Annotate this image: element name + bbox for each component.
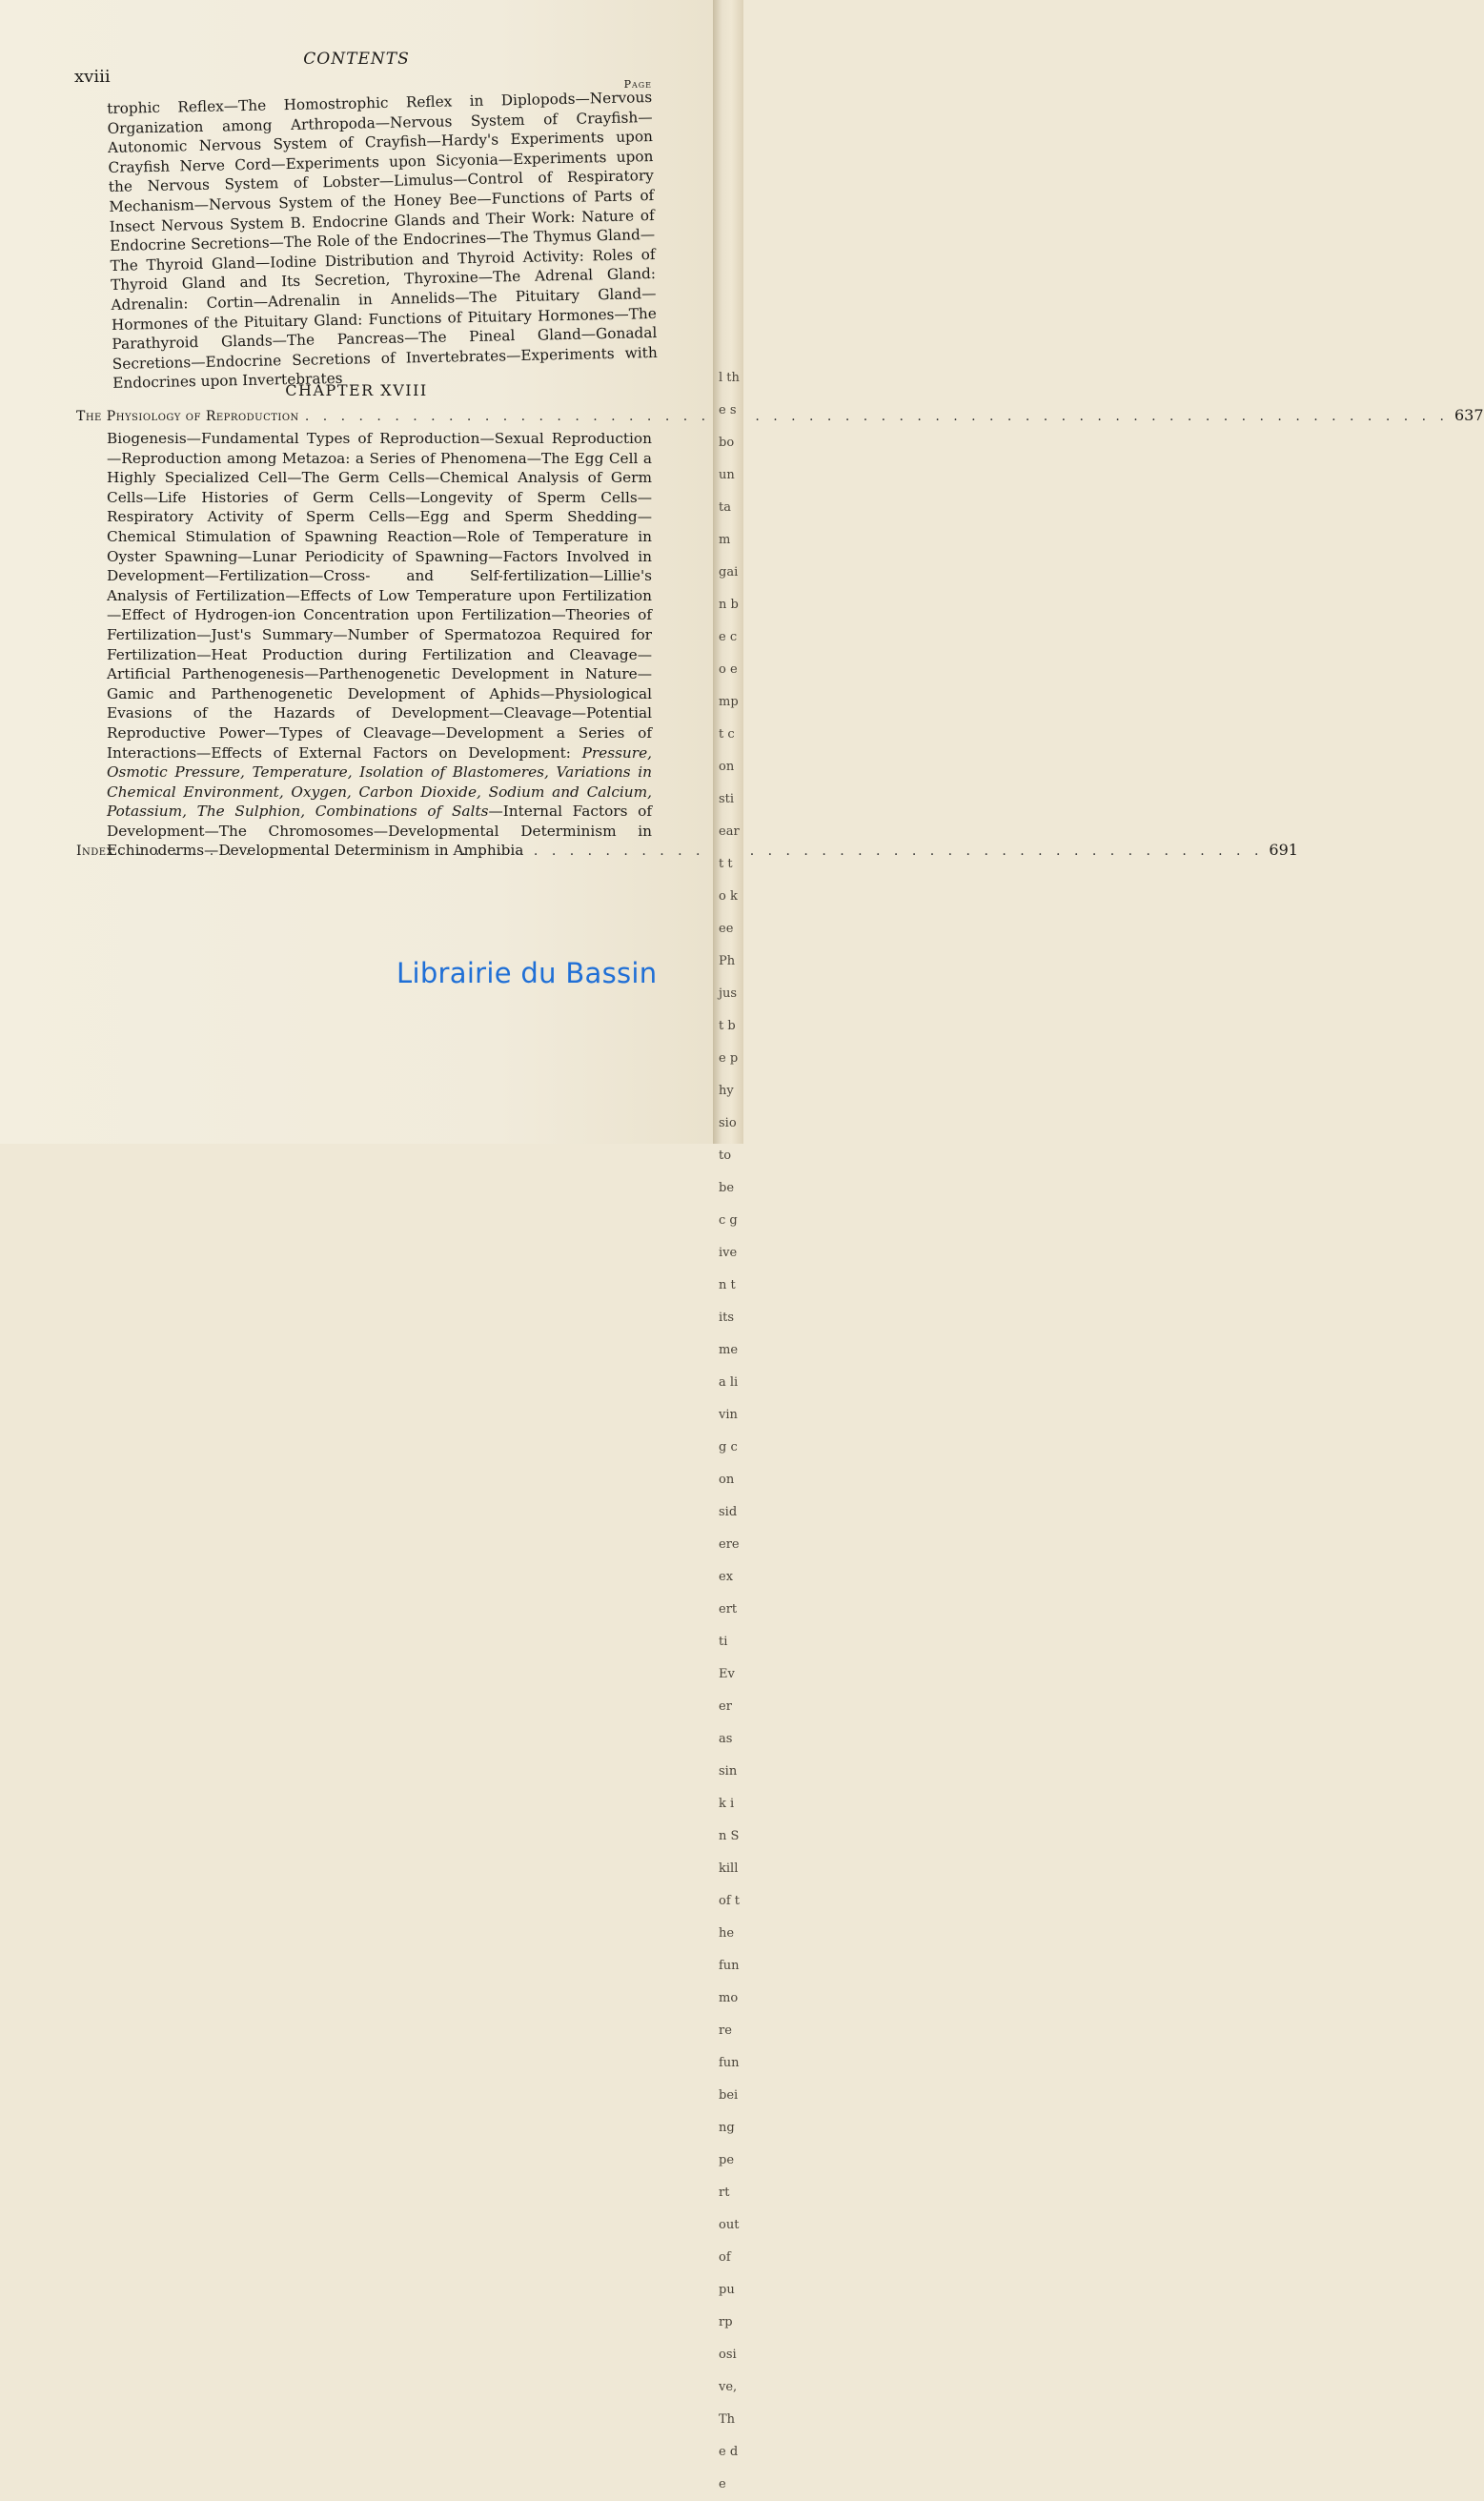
toc-entry-title: The Physiology of Reproduction [76, 409, 299, 424]
toc-entry-index [76, 841, 1298, 859]
book-page [0, 0, 1484, 1144]
section-summary-text: trophic Reflex—The Homostrophic Reflex in Diplopods—Nervous Organization among Arthropoda—Nervous System of Crayfish—Autonomic Nervous System of Crayfish—Hardy's Experiments upon Crayfish Nerve Cord—Experiments upon Sicyonia—Experiments upon the Nervous System of Lobster—Limulus—Control of Respiratory Mechanism—Nervous System of the Honey Bee—Functions of Parts of Insect Nervous System B. Endocrine Glands and Their Work: Nature of Endocrine Secretions—The Role of the Endocrines—The Thymus Gland—The Thyroid Gland—Iodine Distribution and Thyroid Activity: Roles of Thyroid Gland and Its Secretion, Thyroxine—The Adrenal Gland: Adrenalin: Cortin—Adrenalin in Annelids—The Pituitary Gland—Hormones of the Pituitary Gland: Functions of Pituitary Hormones—The Parathyroid Glands—The Pancreas—The Pineal Gland—Gonadal Secretions—Endocrine Secretions of Invertebrates—Experiments with Endocrines upon Invertebrates [107, 89, 658, 393]
dot-leader [305, 409, 1449, 424]
dot-leader [119, 844, 1263, 859]
chapter-summary-italic: Pressure, Osmotic Pressure, Temperature, Isolation of Blastomeres, Variations in Chemical Environment, Oxygen, Carbon Dioxide, Sodium and Calcium, Potassium, The Sulphion, Combinations of Salts [107, 743, 652, 821]
chapter-summary-text [107, 429, 652, 861]
chapter-summary-part-a: Biogenesis—Fundamental Types of Reproduction—Sexual Reproduction—Reproduction among Metazoa: a Series of Phenomena—The Egg Cell a Highly Specialized Cell—The Germ Cells—Chemical Analysis of Germ Cells—Life Histories of Germ Cells—Longevity of Sperm Cells—Respiratory Activity of Sperm Cells—Egg and Sperm Shedding—Chemical Stimulation of Spawning Reaction—Role of Temperature in Oyster Spawning—Lunar Periodicity of Spawning—Factors Involved in Development—Fertilization—Cross- and Self-fertilization—Lillie's Analysis of Fertilization—Effects of Low Temperature upon Fertilization—Effect of Hydrogen-ion Concentration upon Fertilization—Theories of Fertilization—Just's Summary—Number of Spermatozoa Required for Fertilization—Heat Production during Fertilization and Cleavage—Artificial Parthenogenesis—Parthenogenetic Development in Nature—Gamic and Parthenogenetic Development of Aphids—Physiological Evasions of the Hazards of Development—Cleavage—Potential Reproductive Power—Types of Cleavage—Development a Series of Interactions—Effects of External Factors on Development: [107, 430, 652, 762]
chapter-summary-part-b: —Internal Factors of Development—The Chromosomes—Developmental Determinism in Echinoderms—Developmental Determinism in Amphibia [107, 803, 652, 860]
toc-entry-reproduction [76, 406, 1484, 424]
facing-page-fragments: l the s boun tam gain be co empt consti ear t to kee Ph just be physio to be c given t its mea living considere exert ti Ever as sink in Skill of the fun more fun being pert out of purposive, The de [719, 371, 740, 2491]
toc-entry-page: 637 [1454, 406, 1484, 424]
toc-entry-page: 691 [1269, 841, 1298, 859]
toc-entry-title: Index [76, 844, 114, 859]
page-number: xviii [74, 67, 111, 87]
chapter-heading: CHAPTER XVIII [285, 381, 428, 399]
seller-watermark: Librairie du Bassin [396, 957, 658, 989]
facing-page-edge [713, 0, 743, 2491]
page-title: CONTENTS [303, 50, 410, 69]
page-column-label: Page [623, 78, 652, 91]
